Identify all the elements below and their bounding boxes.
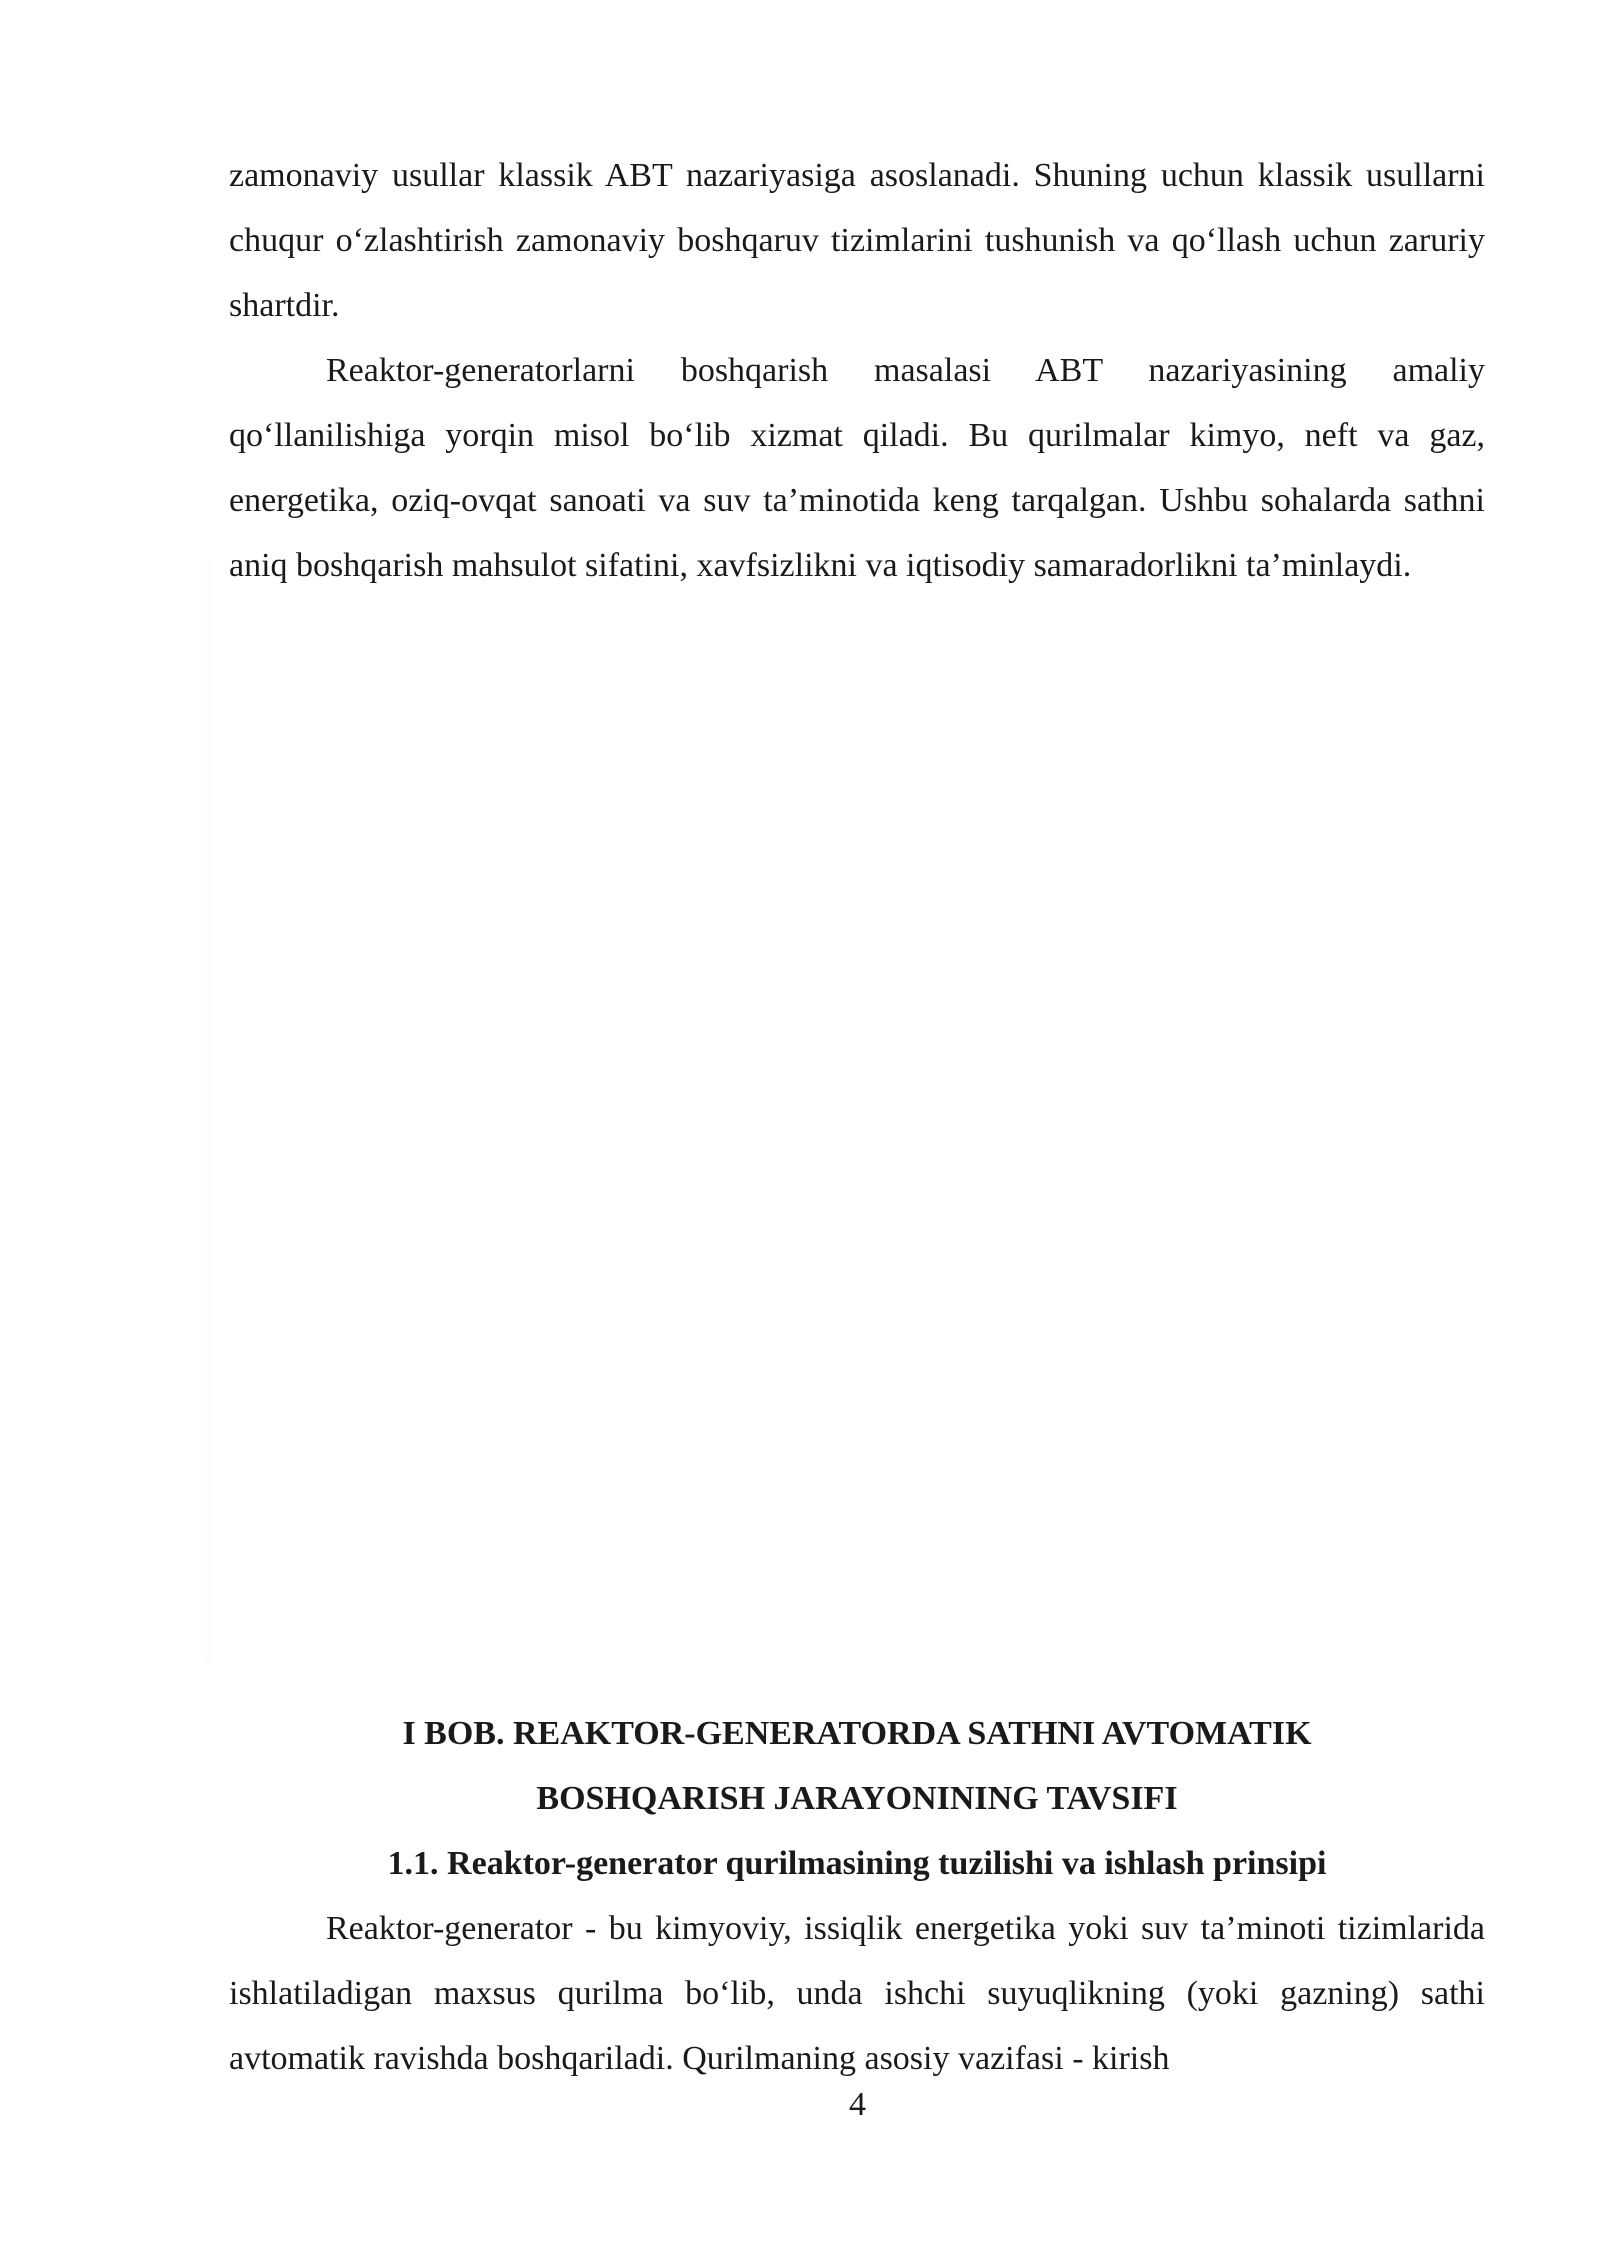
scan-shadow	[200, 560, 218, 1660]
paragraph-definition: Reaktor-generator - bu kimyoviy, issiqlik energetika yoki suv ta’minoti tizimlarida ishlatiladigan maxsus qurilma bo‘lib, unda ishchi suyuqlikning (yoki gazning) sathi avtomatik ravishda boshqariladi. Qurilmaning asosiy vazifasi - kirish	[229, 1910, 1485, 2077]
chapter-heading-line-1: I BOB. REAKTOR-GENERATORDA SATHNI AVTOMATIK	[402, 1715, 1312, 1752]
chapter-heading-line-2: BOSHQARISH JARAYONINING TAVSIFI	[536, 1780, 1178, 1817]
body-text-bottom	[229, 1896, 1485, 2091]
chapter-heading	[229, 1701, 1485, 1831]
body-text-top	[229, 143, 1485, 598]
paragraph-reactor-generators: Reaktor-generatorlarni boshqarish masalasi ABT nazariyasining amaliy qo‘llanilishiga yorqin misol bo‘lib xizmat qiladi. Bu qurilmalar kimyo, neft va gaz, energetika, oziq-ovqat sanoati va suv ta’minotida keng tarqalgan. Ushbu sohalarda sathni aniq boshqarish mahsulot sifatini, xavfsizlikni va iqtisodiy samaradorlikni ta’minlaydi.	[229, 352, 1485, 584]
section-heading: 1.1. Reaktor-generator qurilmasining tuzilishi va ishlash prinsipi	[387, 1845, 1327, 1882]
page-number: 4	[849, 2086, 866, 2123]
paragraph-continuation: zamonaviy usullar klassik ABT nazariyasiga asoslanadi. Shuning uchun klassik usullarni chuqur o‘zlashtirish zamonaviy boshqaruv tizimlarini tushunish va qo‘llash uchun zaruriy shartdir.	[229, 157, 1485, 324]
